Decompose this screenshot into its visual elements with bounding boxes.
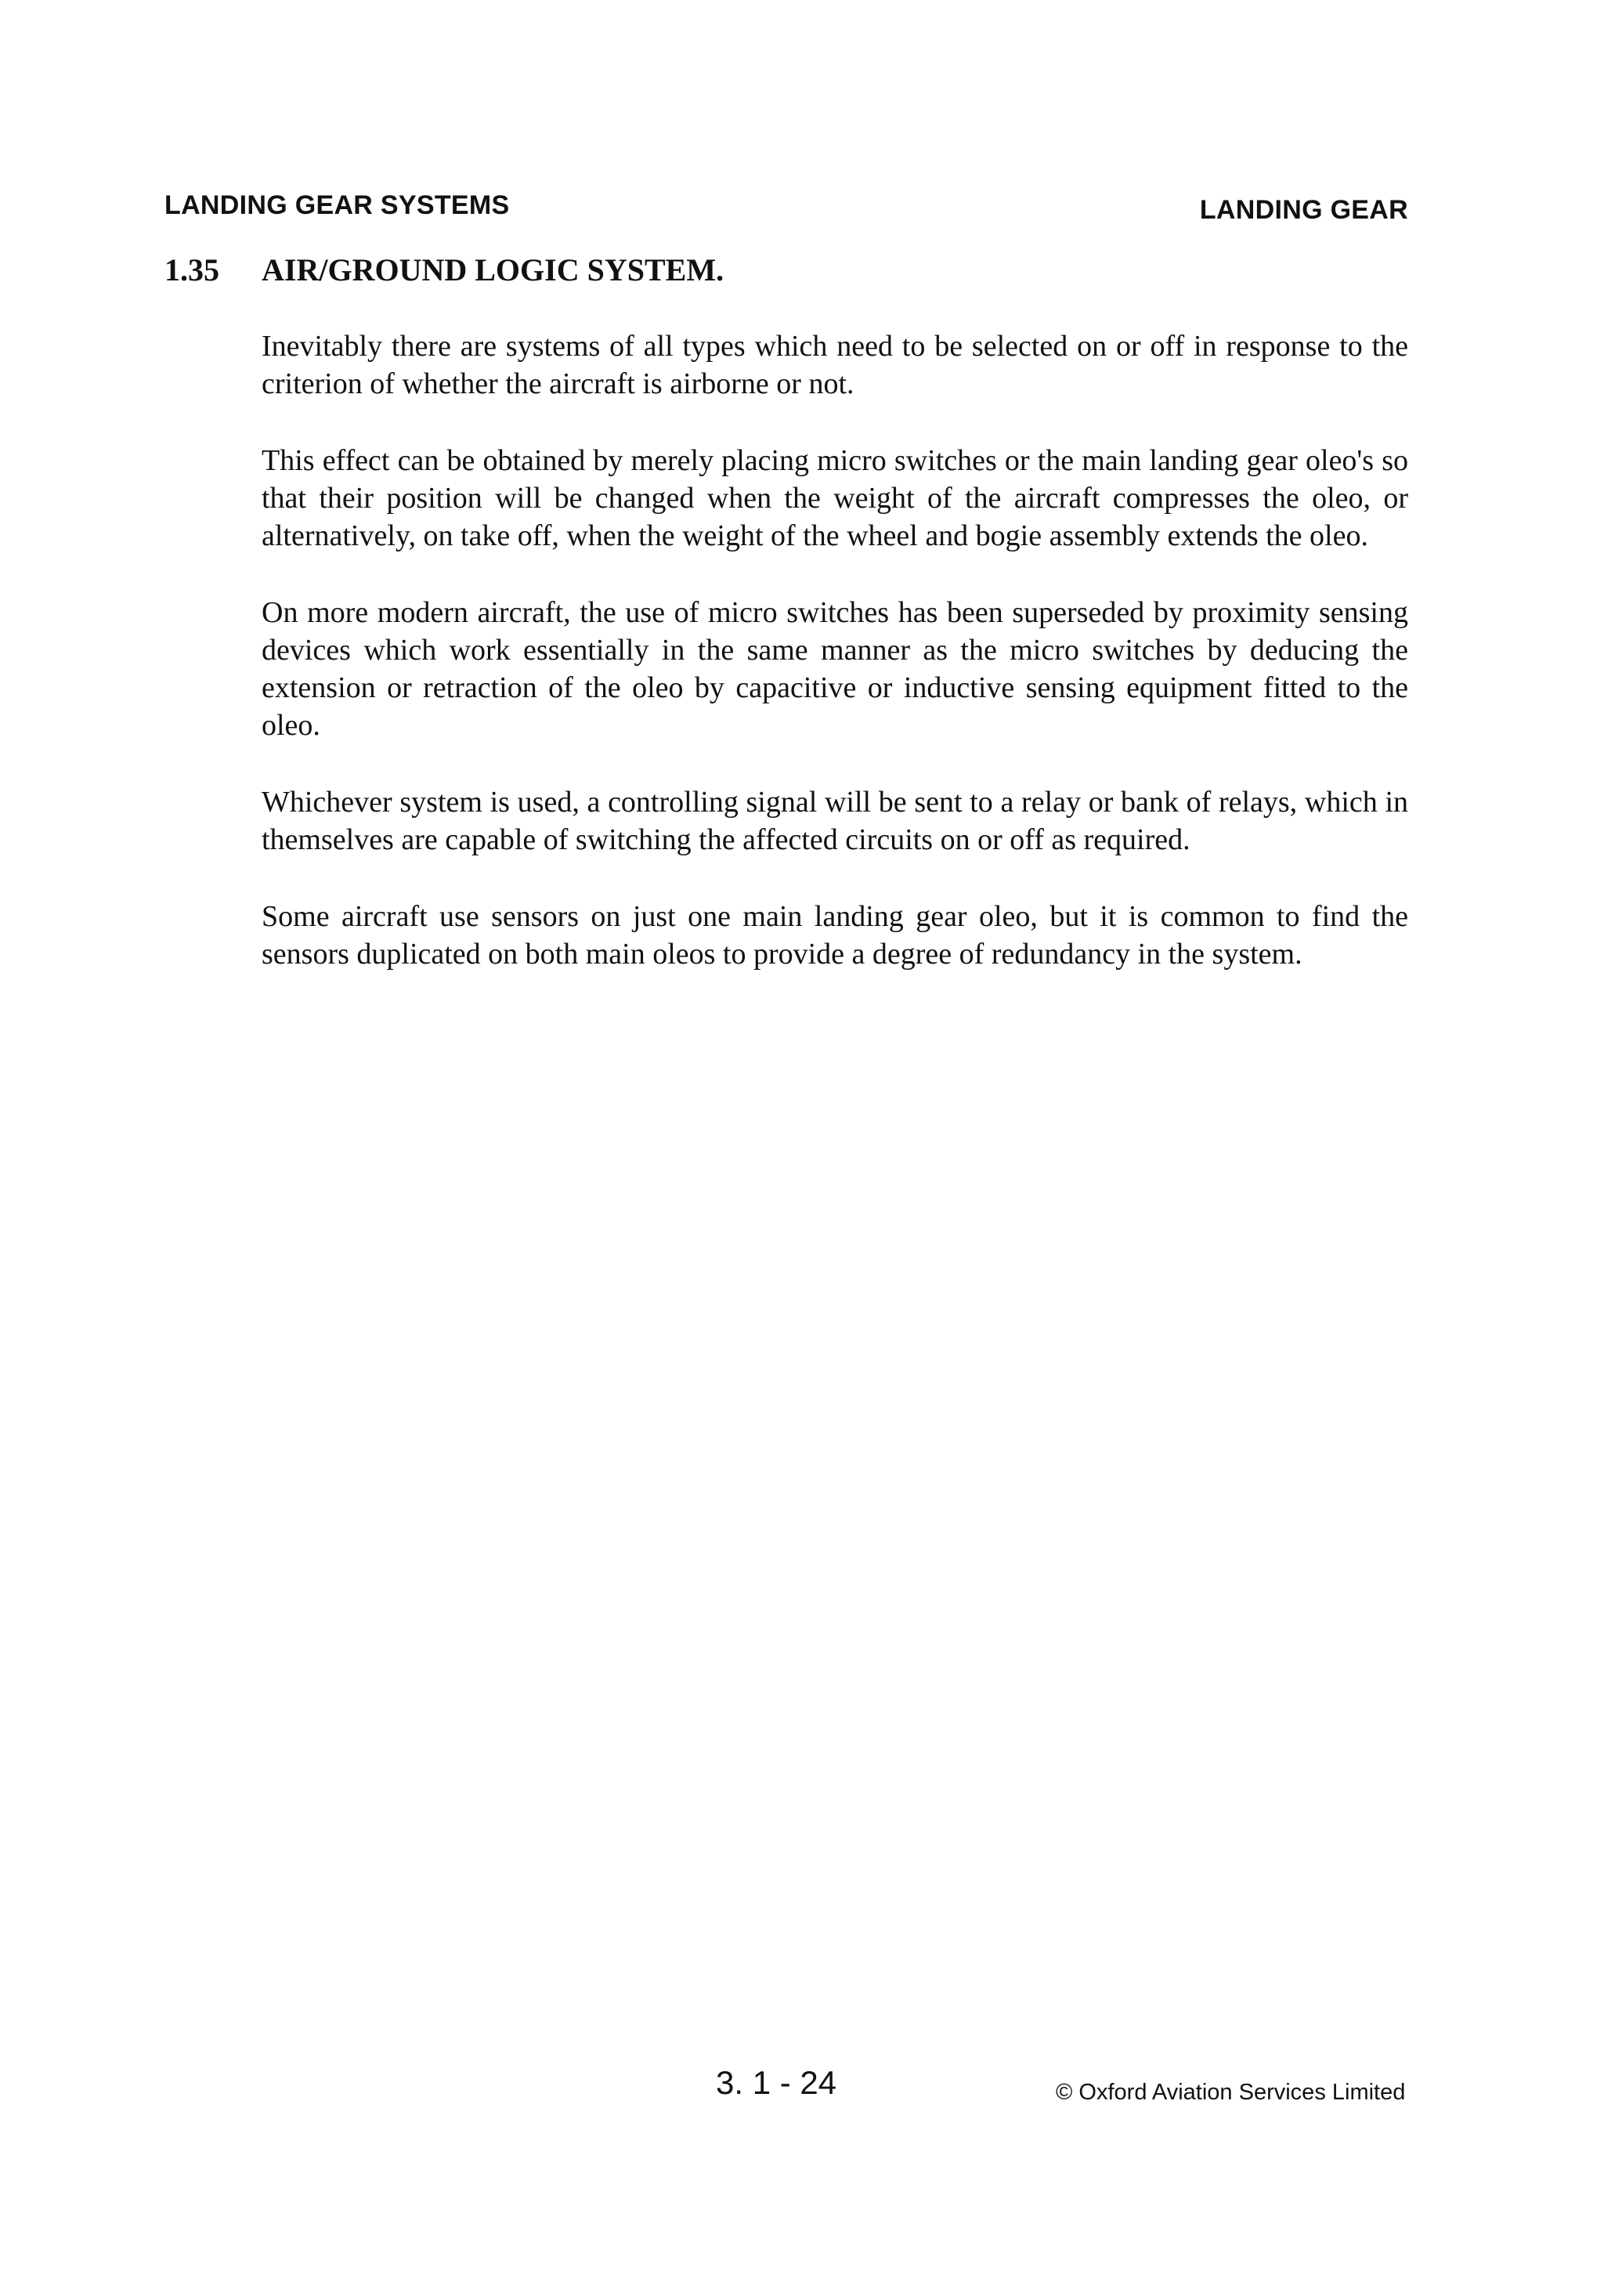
paragraph: Some aircraft use sensors on just one main landing gear oleo, but it is common to find the sensors duplicated on both main oleos to provide a degree of redundancy in the system. [262,900,1408,971]
paragraph: This effect can be obtained by merely placing micro switches or the main landing gear oleo's so that their position will be changed when the weight of the aircraft compresses the oleo, or alternatively, on take off, when the weight of the wheel and bogie assembly extends the oleo. [262,444,1408,552]
page-number: 3. 1 - 24 [716,2064,837,2101]
paragraph: Whichever system is used, a controlling signal will be sent to a relay or bank of relays, which in themselves are capable of switching the affected circuits on or off as required. [262,786,1408,856]
paragraph: Inevitably there are systems of all types which need to be selected on or off in response to the criterion of whether the aircraft is airborne or not. [262,330,1408,400]
section-number: 1.35 [164,252,219,287]
running-header-right: LANDING GEAR [1199,195,1408,225]
section-title: AIR/GROUND LOGIC SYSTEM. [262,252,724,287]
copyright-notice: © Oxford Aviation Services Limited [1056,2080,1406,2105]
section-heading [164,252,724,288]
paragraph: On more modern aircraft, the use of micro switches has been superseded by proximity sensing devices which work essentially in the same manner as the micro switches by deducing the extension or retraction of the oleo by capacitive or inductive sensing equipment fitted to the oleo. [262,596,1408,742]
section-body [262,327,1408,1012]
running-header-left: LANDING GEAR SYSTEMS [164,190,510,220]
